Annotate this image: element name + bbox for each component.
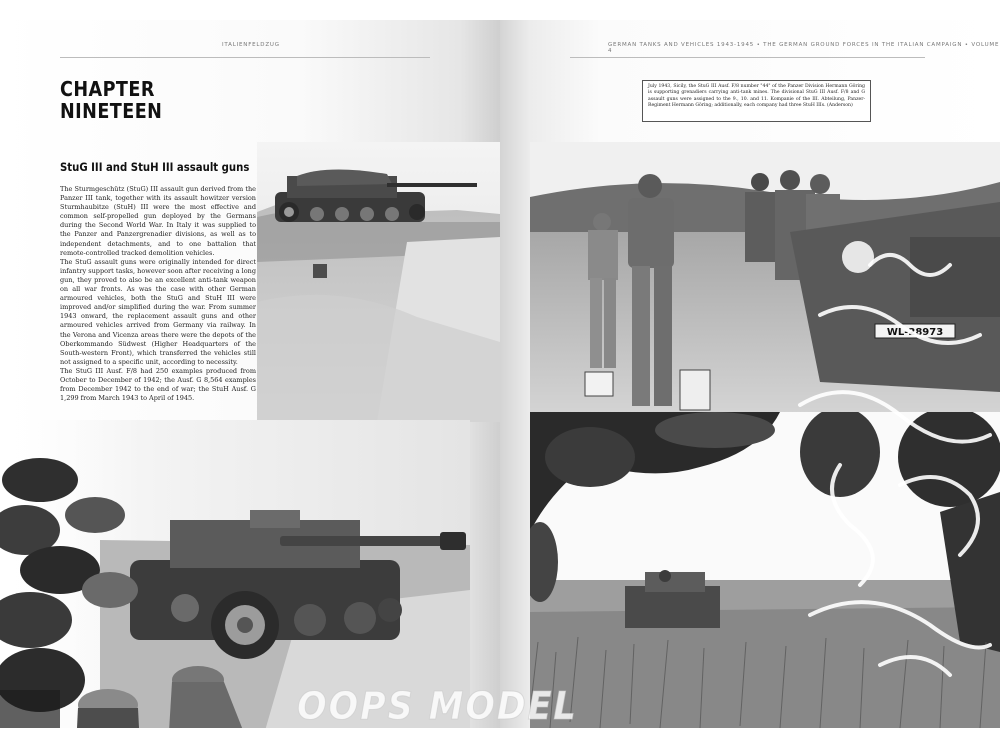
running-head-right: GERMAN TANKS AND VEHICLES 1943-1945 • THE GERMAN GROUND FORCES IN THE ITALIAN CAMPAIGN • VOLUME 4 — [608, 42, 1000, 54]
chapter-heading — [60, 78, 162, 122]
right-page — [500, 20, 1000, 728]
header-rule-left — [60, 57, 430, 58]
vehicle-plate: WL-28973 — [886, 327, 944, 338]
section-title: StuG III and StuH III assault guns — [60, 160, 250, 174]
body-paragraph: The Sturmgeschütz (StuG) III assault gun derived from the Panzer III tank, together with its assault howitzer version Sturmhaubitze (StuH) III were the most effective and common self-propelled gun deployed by the Germans during the Second World War. In Italy it was supplied to the Panzer and Panzergrenadier divisions, as well as to independent detachments, and to one battalion that remote-controlled tracked demolition vehicles. — [60, 185, 256, 257]
chapter-number: NINETEEN — [60, 99, 163, 123]
watermark-text: OOPS MODEL — [297, 684, 578, 728]
lion-stamp-overlay — [780, 235, 1000, 715]
body-paragraph: The StuG III Ausf. F/8 had 250 examples produced from October to December of 1942; the Ausf. G 8,564 examples from December 1942 to the end of war; the StuH Ausf. G 1,299 from March 1943 to April of 1945. — [60, 366, 256, 403]
header-rule-right — [570, 57, 925, 58]
chapter-label: CHAPTER — [60, 77, 155, 101]
body-paragraph: The StuG assault guns were originally intended for direct infantry support tasks, however soon after receiving a long gun, they proved to also be an excellent anti-tank weapon on all war fronts. As was the case with other German armoured vehicles, both the StuG and StuH III were improved and/or simplified during the war. From summer 1943 onward, the replacement assault guns and other armoured vehicles arrived from Germany via railway. In the Verona and Vicenza areas there were the depots of the Oberkommando Südwest (Higher Headquarters of the South-western Front), which transferred the vehicles still not assigned to a specific unit, according to necessity. — [60, 257, 256, 366]
photo-caption: July 1943, Sicily, the StuG III Ausf. F/8 number "44" of the Panzer Division Hermann Göring is supporting grenadiers carrying anti-tank mines. The divisional StuG III Ausf. F/8 and G assault guns were assigned to the 9., 10. and 11. Kompanie of the III. Abteilung, Panzer-Regiment Hermann Göring; additionally, each company had three StuH IIIs. (Anderson) — [642, 80, 871, 122]
photo-stug-with-soldiers — [0, 360, 470, 728]
left-page — [0, 20, 500, 728]
running-head-left: ITALIENFELDZUG — [222, 42, 280, 48]
